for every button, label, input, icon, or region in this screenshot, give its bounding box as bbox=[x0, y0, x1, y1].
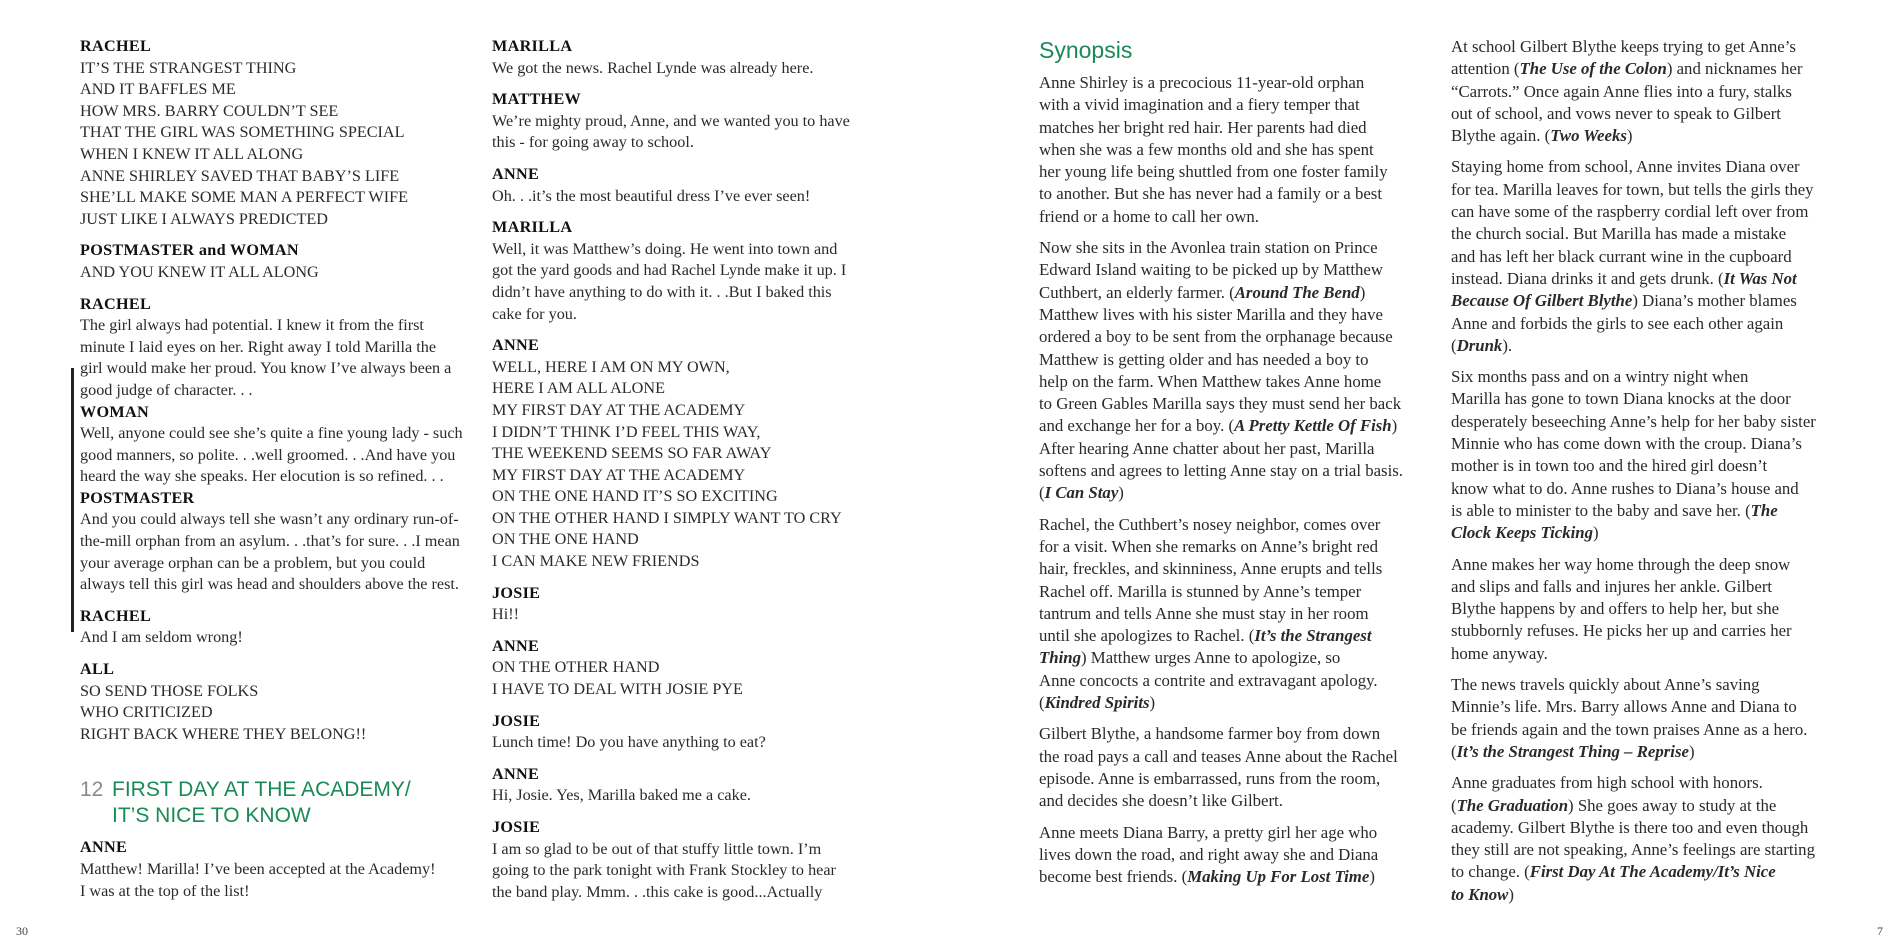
song-reference: It Was Not bbox=[1723, 268, 1797, 288]
dialogue-block bbox=[492, 817, 882, 903]
dialogue-block bbox=[80, 240, 468, 283]
dialogue-block bbox=[492, 764, 882, 807]
dialogue-line: THAT THE GIRL WAS SOMETHING SPECIAL bbox=[80, 123, 405, 142]
synopsis-line: and has left her black currant wine in the cupboard bbox=[1451, 246, 1792, 266]
song-reference: The bbox=[1750, 500, 1778, 520]
dialogue-line: WELL, HERE I AM ON MY OWN, bbox=[492, 357, 730, 376]
synopsis-line: lives down the road, and right away she and Diana bbox=[1039, 844, 1379, 864]
synopsis-paragraph bbox=[1451, 674, 1843, 763]
dialogue-line: Oh. . .it’s the most beautiful dress I’ve ever seen! bbox=[492, 186, 811, 205]
dialogue-line: the band play. Mmm. . .this cake is good...Actually bbox=[492, 882, 823, 901]
synopsis-paragraph bbox=[1039, 822, 1431, 889]
dialogue-line: good manners, so polite. . .well groomed. . .And have you bbox=[80, 445, 456, 464]
synopsis-line: they still are not speaking, Anne’s feelings are starting bbox=[1451, 840, 1815, 860]
dialogue-line: I CAN MAKE NEW FRIENDS bbox=[492, 552, 700, 571]
dialogue-block bbox=[492, 636, 882, 701]
synopsis-line: is able to minister to the baby and save her. (The bbox=[1451, 500, 1778, 520]
dialogue-line: MY FIRST DAY AT THE ACADEMY bbox=[492, 465, 746, 484]
dialogue-line: Matthew! Marilla! I’ve been accepted at the Academy! bbox=[80, 860, 436, 878]
dialogue-block bbox=[492, 217, 882, 325]
synopsis-line: home anyway. bbox=[1451, 643, 1548, 663]
synopsis-paragraph bbox=[1039, 723, 1431, 812]
synopsis-line: Marilla has gone to town Diana knocks at the door bbox=[1451, 389, 1791, 409]
synopsis-line: Matthew lives with his sister Marilla and they have bbox=[1039, 304, 1383, 324]
synopsis-line: (The Graduation) She goes away to study at the bbox=[1451, 795, 1777, 815]
synopsis-line: Rachel off. Marilla is stunned by Anne’s temper bbox=[1039, 581, 1362, 601]
synopsis-line: Anne meets Diana Barry, a pretty girl her age who bbox=[1039, 822, 1378, 842]
synopsis-line: the church social. But Marilla has made a mistake bbox=[1451, 224, 1787, 244]
synopsis-line: Matthew is getting older and has needed a boy to bbox=[1039, 349, 1369, 369]
dialogue-line: ON THE OTHER HAND I SIMPLY WANT TO CRY bbox=[492, 508, 842, 527]
synopsis-line: become best friends. (Making Up For Lost Time) bbox=[1039, 867, 1375, 887]
dialogue-line: didn’t have anything to do with it. . .But I baked this bbox=[492, 282, 832, 301]
dialogue-line: heard the way she speaks. Her elocution is so refined. . . bbox=[80, 467, 444, 486]
synopsis-heading: Synopsis bbox=[1039, 37, 1133, 63]
song-reference: Making Up For Lost Time bbox=[1187, 867, 1370, 887]
dialogue-block bbox=[80, 36, 468, 230]
synopsis-line: Blythe happens by and offers to help her, but she bbox=[1451, 599, 1780, 619]
dialogue-line: AND IT BAFFLES ME bbox=[80, 80, 236, 99]
synopsis-line: for a visit. When she remarks on Anne’s bright red bbox=[1039, 536, 1378, 556]
synopsis-column-b bbox=[1451, 36, 1843, 915]
dialogue-line: good judge of character. . . bbox=[80, 380, 253, 399]
dialogue-line: JUST LIKE I ALWAYS PREDICTED bbox=[80, 209, 328, 228]
speaker-name: JOSIE bbox=[492, 583, 541, 602]
dialogue-block bbox=[80, 488, 468, 596]
dialogue-block bbox=[492, 335, 882, 573]
speaker-name: RACHEL bbox=[80, 294, 152, 313]
dialogue-block bbox=[80, 402, 468, 488]
speaker-name: POSTMASTER bbox=[80, 488, 195, 507]
synopsis-paragraph bbox=[1451, 366, 1843, 544]
synopsis-line: Staying home from school, Anne invites Diana over bbox=[1451, 157, 1800, 177]
synopsis-column-a bbox=[1039, 36, 1431, 897]
synopsis-line: instead. Diana drinks it and gets drunk. (It Was Not bbox=[1451, 268, 1797, 288]
synopsis-line: desperately beseeching Anne’s help for her baby sister bbox=[1451, 411, 1816, 431]
dialogue-line: the-mill orphan from an asylum. . .that’s for sure. . .I mean bbox=[80, 532, 460, 551]
dialogue-line: And you could always tell she wasn’t any ordinary run-of- bbox=[80, 510, 459, 529]
synopsis-line: to another. But she has never had a family or a best bbox=[1039, 184, 1382, 204]
song-reference: It’s the Strangest bbox=[1254, 626, 1372, 646]
dialogue-line: AND YOU KNEW IT ALL ALONG bbox=[80, 262, 319, 281]
speaker-name: ANNE bbox=[492, 636, 540, 655]
synopsis-line: Blythe again. (Two Weeks) bbox=[1451, 126, 1633, 146]
synopsis-line: Minnie who has come down with the croup. Diana’s bbox=[1451, 434, 1802, 454]
speaker-name: MARILLA bbox=[492, 218, 573, 237]
synopsis-line: know what to do. Anne rushes to Diana’s house and bbox=[1451, 478, 1799, 498]
song-reference: Drunk bbox=[1456, 335, 1503, 355]
synopsis-line: episode. Anne is embarrassed, runs from the room, bbox=[1039, 768, 1381, 788]
synopsis-line: Gilbert Blythe, a handsome farmer boy from down bbox=[1039, 724, 1381, 744]
synopsis-line: Anne graduates from high school with honors. bbox=[1451, 773, 1763, 793]
synopsis-line: After hearing Anne chatter about her past, Marilla bbox=[1039, 438, 1375, 458]
synopsis-line: her young life being shuttled from one foster family bbox=[1039, 162, 1388, 182]
song-reference: The Graduation bbox=[1456, 795, 1569, 815]
synopsis-line: Cuthbert, an elderly farmer. (Around The Bend) bbox=[1039, 282, 1366, 302]
synopsis-line: out of school, and vows never to speak to Gilbert bbox=[1451, 103, 1781, 123]
song-number: 12 bbox=[80, 778, 104, 802]
speaker-name: JOSIE bbox=[492, 711, 541, 730]
synopsis-paragraph bbox=[1451, 772, 1843, 906]
speaker-name: ANNE bbox=[80, 838, 128, 857]
dialogue-line: THE WEEKEND SEEMS SO FAR AWAY bbox=[492, 444, 772, 463]
dialogue-block bbox=[492, 583, 882, 626]
dialogue-line: And I am seldom wrong! bbox=[80, 628, 243, 647]
synopsis-line: Minnie’s life. Mrs. Barry allows Anne and Diana to bbox=[1451, 697, 1797, 717]
song-reference: It’s the Strangest Thing – Reprise bbox=[1456, 741, 1689, 761]
synopsis-paragraph bbox=[1451, 156, 1843, 357]
synopsis-line: the road pays a call and teases Anne about the Rachel bbox=[1039, 746, 1398, 766]
synopsis-line: help on the farm. When Matthew takes Anne home bbox=[1039, 371, 1382, 391]
dialogue-block bbox=[492, 36, 882, 79]
synopsis-paragraph bbox=[1039, 514, 1431, 715]
page-number-left: 30 bbox=[16, 924, 28, 938]
dialogue-line: We got the news. Rachel Lynde was already here. bbox=[492, 58, 814, 77]
synopsis-line: Anne concocts a contrite and extravagant apology. bbox=[1039, 670, 1378, 690]
speaker-name: RACHEL bbox=[80, 37, 152, 55]
synopsis-line: to change. (First Day At The Academy/It’s Nice bbox=[1451, 862, 1776, 882]
synopsis-line: softens and agrees to letting Anne stay on a trial basis. bbox=[1039, 461, 1403, 481]
dialogue-block bbox=[492, 711, 882, 754]
synopsis-line: (Drunk). bbox=[1451, 335, 1513, 355]
speaker-name: ALL bbox=[80, 660, 115, 679]
dialogue-block bbox=[80, 837, 468, 902]
speaker-name: ANNE bbox=[492, 764, 540, 783]
synopsis-line: (I Can Stay) bbox=[1039, 483, 1124, 503]
synopsis-line: to Know) bbox=[1451, 884, 1514, 904]
dialogue-block bbox=[80, 294, 468, 402]
synopsis-paragraph bbox=[1039, 72, 1431, 228]
synopsis-line: to Green Gables Marilla says they must send her back bbox=[1039, 394, 1402, 414]
dialogue-line: going to the park tonight with Frank Stockley to hear bbox=[492, 861, 836, 880]
speaker-name: RACHEL bbox=[80, 606, 152, 625]
song-reference: A Pretty Kettle Of Fish bbox=[1234, 416, 1392, 436]
song-title-line: FIRST DAY AT THE ACADEMY/ bbox=[112, 778, 411, 802]
dialogue-line: minute I laid eyes on her. Right away I told Marilla the bbox=[80, 337, 437, 356]
synopsis-line: Edward Island waiting to be picked up by Matthew bbox=[1039, 260, 1383, 280]
page-number-right: 7 bbox=[1877, 924, 1883, 938]
dialogue-line: I am so glad to be out of that stuffy little town. I’m bbox=[492, 839, 822, 858]
synopsis-line: Six months pass and on a wintry night when bbox=[1451, 367, 1749, 387]
synopsis-paragraph bbox=[1451, 36, 1843, 147]
synopsis-line: with a vivid imagination and a fiery temper that bbox=[1039, 95, 1360, 115]
dialogue-line: WHO CRITICIZED bbox=[80, 703, 213, 722]
script-column-right bbox=[492, 36, 882, 913]
speaker-name: ANNE bbox=[492, 336, 540, 355]
dialogue-line: HOW MRS. BARRY COULDN’T SEE bbox=[80, 101, 339, 120]
speaker-name: POSTMASTER and WOMAN bbox=[80, 241, 299, 260]
song-reference: Around The Bend bbox=[1234, 282, 1360, 302]
dialogue-line: your average orphan can be a problem, but you could bbox=[80, 553, 426, 572]
synopsis-line: be friends again and the town praises Anne as a hero. bbox=[1451, 719, 1808, 739]
dialogue-block bbox=[80, 606, 468, 649]
speaker-name: ANNE bbox=[492, 164, 540, 183]
speaker-name: WOMAN bbox=[80, 402, 149, 421]
dialogue-line: ON THE OTHER HAND bbox=[492, 658, 660, 677]
dialogue-line: HERE I AM ALL ALONE bbox=[492, 379, 665, 398]
script-column-left bbox=[80, 36, 468, 912]
dialogue-line: Lunch time! Do you have anything to eat? bbox=[492, 733, 766, 752]
speaker-name: MATTHEW bbox=[492, 90, 582, 109]
synopsis-line: Anne makes her way home through the deep snow bbox=[1451, 554, 1791, 574]
song-reference: Because Of Gilbert Blythe bbox=[1451, 291, 1633, 311]
dialogue-line: Hi!! bbox=[492, 605, 519, 624]
synopsis-line: hair, freckles, and skinniness, Anne erupts and tells bbox=[1039, 559, 1383, 579]
synopsis-line: academy. Gilbert Blythe is there too and even though bbox=[1451, 817, 1809, 837]
synopsis-line: tantrum and tells Anne she must stay in her room bbox=[1039, 603, 1369, 623]
dialogue-line: I HAVE TO DEAL WITH JOSIE PYE bbox=[492, 680, 743, 699]
synopsis-line: stubbornly refuses. He picks her up and carries her bbox=[1451, 621, 1792, 641]
revision-bar bbox=[71, 368, 74, 632]
song-title bbox=[112, 777, 411, 829]
dialogue-line: RIGHT BACK WHERE THEY BELONG!! bbox=[80, 724, 367, 743]
synopsis-line: until she apologizes to Rachel. (It’s the Strangest bbox=[1039, 626, 1372, 646]
synopsis-line: and exchange her for a boy. (A Pretty Kettle Of Fish) bbox=[1039, 416, 1398, 436]
synopsis-line: when she was a few months old and she has spent bbox=[1039, 139, 1374, 159]
synopsis-line: Thing) Matthew urges Anne to apologize, so bbox=[1039, 648, 1341, 668]
song-reference: Two Weeks bbox=[1550, 126, 1627, 146]
synopsis-line: Anne Shirley is a precocious 11-year-old orphan bbox=[1039, 73, 1365, 92]
synopsis-line: and slips and falls and injures her ankle. Gilbert bbox=[1451, 576, 1773, 596]
song-reference: to Know bbox=[1451, 884, 1509, 904]
synopsis-line: can have some of the raspberry cordial left over from bbox=[1451, 202, 1809, 222]
dialogue-line: cake for you. bbox=[492, 304, 577, 323]
synopsis-line: mother is in town too and the hired girl doesn’t bbox=[1451, 456, 1768, 476]
song-reference: The Use of the Colon bbox=[1519, 59, 1667, 79]
dialogue-line: ANNE SHIRLEY SAVED THAT BABY’S LIFE bbox=[80, 166, 400, 185]
dialogue-line: this - for going away to school. bbox=[492, 133, 694, 152]
dialogue-line: got the yard goods and had Rachel Lynde make it up. I bbox=[492, 261, 847, 280]
dialogue-line: I DIDN’T THINK I’D FEEL THIS WAY, bbox=[492, 422, 761, 441]
dialogue-line: SHE’LL MAKE SOME MAN A PERFECT WIFE bbox=[80, 188, 408, 207]
synopsis-line: attention (The Use of the Colon) and nicknames her bbox=[1451, 59, 1803, 79]
synopsis-line: At school Gilbert Blythe keeps trying to get Anne’s bbox=[1451, 37, 1796, 56]
song-reference: Clock Keeps Ticking bbox=[1451, 523, 1594, 543]
song-reference: Thing bbox=[1039, 648, 1081, 668]
dialogue-line: We’re mighty proud, Anne, and we wanted you to have bbox=[492, 111, 850, 130]
dialogue-line: I was at the top of the list! bbox=[80, 881, 250, 900]
dialogue-line: always tell this girl was head and shoulders above the rest. bbox=[80, 575, 459, 594]
dialogue-line: The girl always had potential. I knew it from the first bbox=[80, 316, 424, 335]
synopsis-line: and decides she doesn’t like Gilbert. bbox=[1039, 791, 1283, 811]
synopsis-line: Now she sits in the Avonlea train station on Prince bbox=[1039, 238, 1378, 258]
synopsis-line: (It’s the Strangest Thing – Reprise) bbox=[1451, 741, 1695, 761]
dialogue-block bbox=[492, 164, 882, 207]
synopsis-line: Clock Keeps Ticking) bbox=[1451, 523, 1599, 543]
dialogue-line: WHEN I KNEW IT ALL ALONG bbox=[80, 144, 304, 163]
dialogue-line: girl would make her proud. You know I’ve always been a bbox=[80, 359, 452, 378]
synopsis-line: friend or a home to call her own. bbox=[1039, 206, 1259, 226]
dialogue-block bbox=[80, 659, 468, 745]
dialogue-line: MY FIRST DAY AT THE ACADEMY bbox=[492, 400, 746, 419]
synopsis-line: “Carrots.” Once again Anne flies into a fury, stalks bbox=[1451, 81, 1792, 101]
speaker-name: MARILLA bbox=[492, 37, 573, 55]
song-title-line: IT’S NICE TO KNOW bbox=[112, 804, 311, 828]
synopsis-line: Anne and forbids the girls to see each other again bbox=[1451, 313, 1784, 333]
dialogue-line: Well, it was Matthew’s doing. He went into town and bbox=[492, 239, 838, 258]
song-reference: First Day At The Academy/It’s Nice bbox=[1529, 862, 1776, 882]
synopsis-line: Rachel, the Cuthbert’s nosey neighbor, comes over bbox=[1039, 514, 1381, 534]
synopsis-line: ordered a boy to be sent from the orphanage because bbox=[1039, 327, 1393, 347]
dialogue-line: Well, anyone could see she’s quite a fine young lady - such bbox=[80, 424, 463, 443]
synopsis-line: Because Of Gilbert Blythe) Diana’s mother blames bbox=[1451, 291, 1797, 311]
synopsis-line: for tea. Marilla leaves for town, but tells the girls they bbox=[1451, 179, 1814, 199]
dialogue-line: ON THE ONE HAND IT’S SO EXCITING bbox=[492, 487, 778, 506]
synopsis-line: The news travels quickly about Anne’s saving bbox=[1451, 675, 1760, 695]
dialogue-line: IT’S THE STRANGEST THING bbox=[80, 58, 297, 77]
dialogue-line: Hi, Josie. Yes, Marilla baked me a cake. bbox=[492, 786, 751, 805]
synopsis-paragraph bbox=[1451, 554, 1843, 665]
dialogue-line: ON THE ONE HAND bbox=[492, 530, 639, 549]
song-reference: I Can Stay bbox=[1044, 483, 1119, 503]
synopsis-line: (Kindred Spirits) bbox=[1039, 693, 1156, 713]
song-heading bbox=[80, 777, 468, 829]
synopsis-line: matches her bright red hair. Her parents had died bbox=[1039, 117, 1367, 137]
speaker-name: JOSIE bbox=[492, 818, 541, 836]
song-reference: Kindred Spirits bbox=[1044, 693, 1150, 713]
dialogue-line: SO SEND THOSE FOLKS bbox=[80, 681, 259, 700]
synopsis-paragraph bbox=[1039, 237, 1431, 505]
dialogue-block bbox=[492, 89, 882, 154]
